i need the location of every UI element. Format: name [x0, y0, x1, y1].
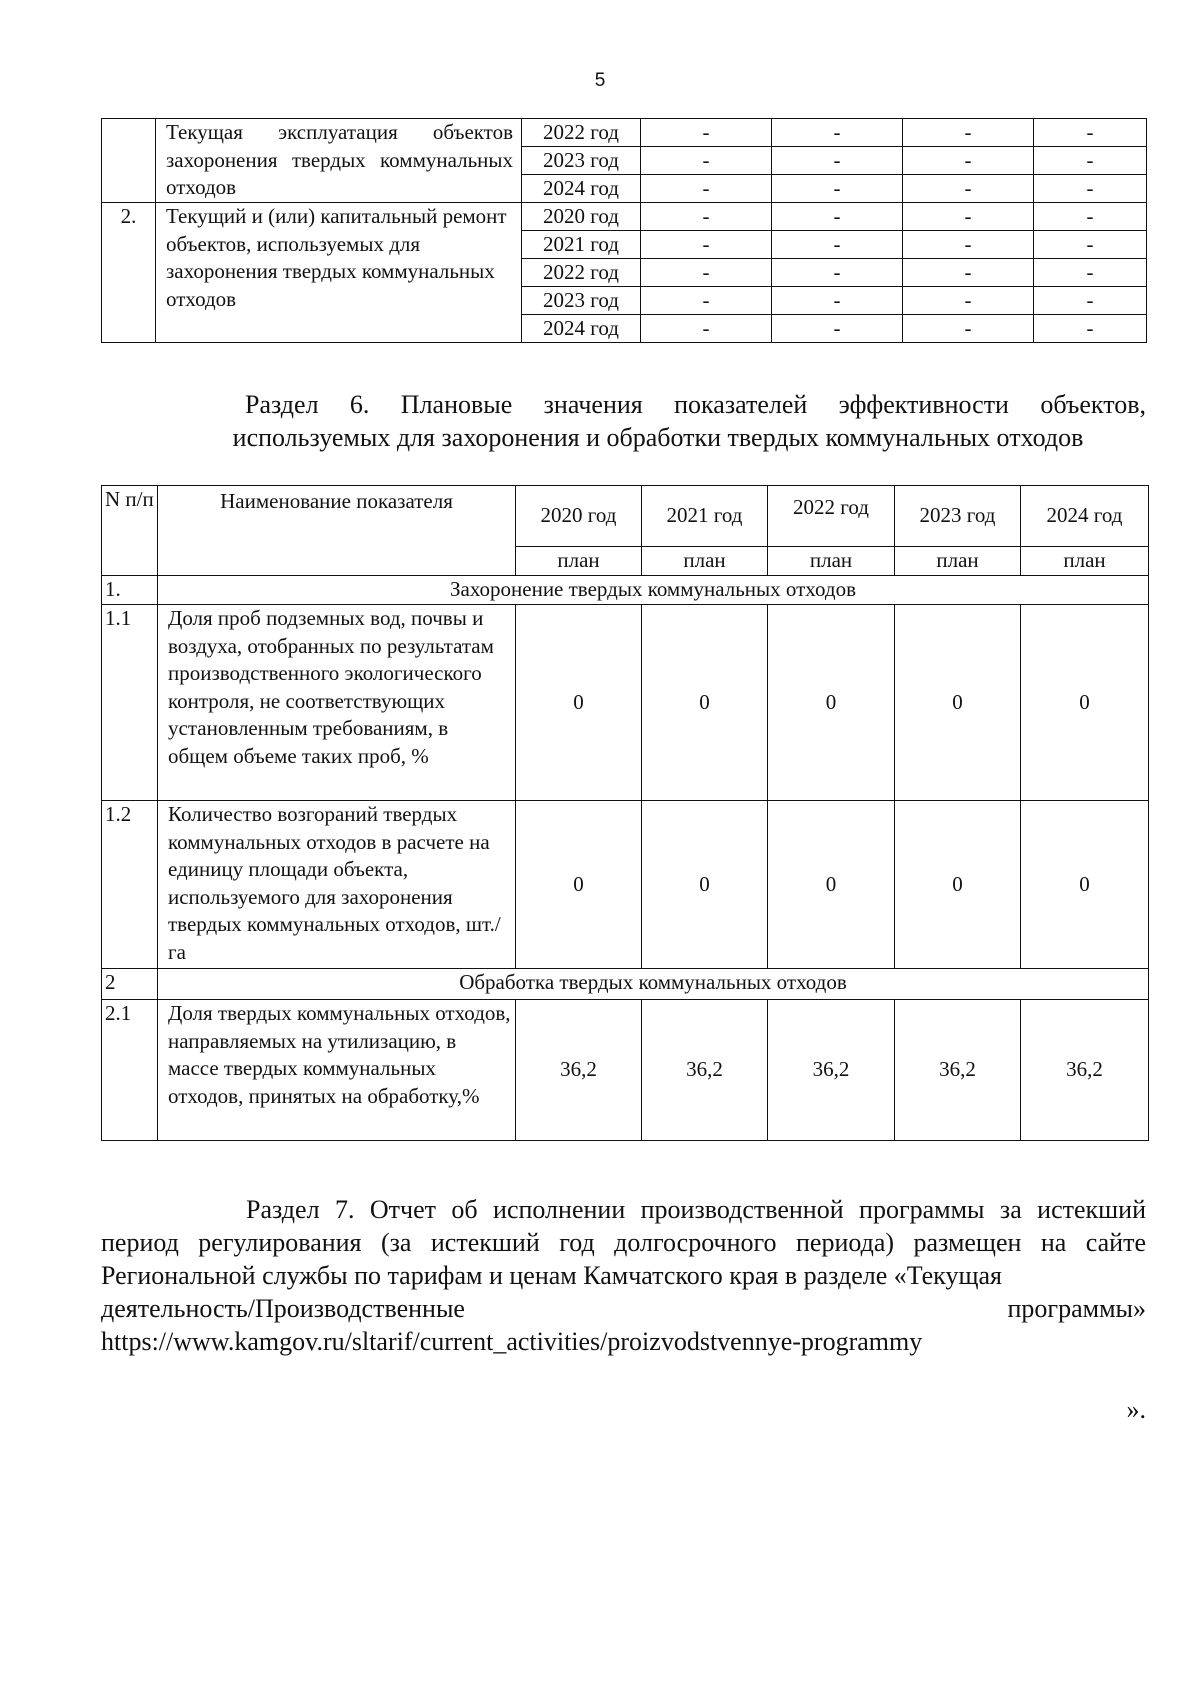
value-cell: -	[772, 231, 903, 259]
value-cell: -	[903, 259, 1034, 287]
section-6-line-2: используемых для захоронения и обработки твердых коммунальных отходов	[232, 423, 1084, 452]
closing-quote: ».	[1126, 1395, 1146, 1424]
group-row	[102, 969, 1149, 1000]
indicator-name: Количество возгораний твердых коммунальных отходов в расчете на единицу площади объекта, используемого для захоронения твердых коммунальных отходов, шт./га	[158, 801, 516, 969]
year-cell: 2022 год	[522, 119, 641, 147]
value-cell: -	[903, 315, 1034, 343]
section-7-paragraph: Раздел 7. Отчет об исполнении производственной программы за истекший период регулирования (за истекший год долгосрочного периода) размещен на сайте Региональной службы по тарифам и ценам Камчатского края в разделе «Текущая	[101, 1195, 1146, 1290]
year-cell: 2023 год	[522, 147, 641, 175]
header-year: 2024 год	[1021, 486, 1149, 547]
value-cell: -	[772, 119, 903, 147]
section-7-text	[101, 1193, 1146, 1358]
value-cell: -	[1034, 119, 1147, 147]
value-cell: -	[903, 287, 1034, 315]
plan-value: 36,2	[516, 1000, 642, 1141]
plan-value: 0	[895, 605, 1021, 801]
header-plan: план	[895, 547, 1021, 576]
value-cell: -	[903, 203, 1034, 231]
year-cell: 2024 год	[522, 315, 641, 343]
value-cell: -	[641, 231, 772, 259]
header-year: 2020 год	[516, 486, 642, 547]
header-year: 2023 год	[895, 486, 1021, 547]
value-cell: -	[641, 175, 772, 203]
value-cell: -	[772, 203, 903, 231]
indicator-name: Доля проб подземных вод, почвы и воздуха, отобранных по результатам производственного экологического контроля, не соответствующих установленным требованиям, в общем объеме таких проб, %	[158, 605, 516, 801]
plan-value: 0	[895, 801, 1021, 969]
plan-value: 0	[768, 605, 895, 801]
page-number: 5	[594, 70, 606, 91]
row-number: 2.	[102, 203, 156, 343]
value-cell: -	[772, 315, 903, 343]
value-cell: -	[641, 259, 772, 287]
value-cell: -	[1034, 315, 1147, 343]
value-cell: -	[772, 287, 903, 315]
value-cell: -	[772, 259, 903, 287]
year-cell: 2021 год	[522, 231, 641, 259]
section-7-line: деятельность/Производственные программы»	[101, 1294, 1146, 1323]
group-title: Захоронение твердых коммунальных отходов	[158, 576, 1149, 605]
item-number: 2.1	[102, 1000, 158, 1141]
value-cell: -	[641, 119, 772, 147]
section-6-line-1: Раздел 6. Плановые значения показателей эффективности объектов,	[245, 390, 1146, 419]
table-header-row	[102, 486, 1149, 547]
value-cell: -	[1034, 175, 1147, 203]
value-cell: -	[641, 147, 772, 175]
plan-value: 0	[516, 605, 642, 801]
header-plan: план	[642, 547, 768, 576]
year-cell: 2022 год	[522, 259, 641, 287]
value-cell: -	[641, 203, 772, 231]
value-cell: -	[772, 147, 903, 175]
work-name: Текущий и (или) капитальный ремонт объектов, используемых для захоронения твердых коммунальных отходов	[156, 203, 522, 343]
header-num: N п/п	[102, 486, 158, 576]
value-cell: -	[903, 147, 1034, 175]
value-cell: -	[772, 175, 903, 203]
group-row	[102, 576, 1149, 605]
section-6-heading	[170, 388, 1146, 454]
value-cell: -	[1034, 231, 1147, 259]
value-cell: -	[1034, 287, 1147, 315]
table-row	[102, 605, 1149, 801]
group-title: Обработка твердых коммунальных отходов	[158, 969, 1149, 1000]
header-plan: план	[516, 547, 642, 576]
header-year: 2021 год	[642, 486, 768, 547]
section-7-url[interactable]: https://www.kamgov.ru/sltarif/current_activities/proizvodstvennye-programmy	[101, 1327, 923, 1356]
plan-value: 0	[1021, 801, 1149, 969]
plan-value: 36,2	[1021, 1000, 1149, 1141]
table-row	[102, 1000, 1149, 1141]
table-continued-works	[101, 118, 1147, 343]
row-number	[102, 119, 156, 203]
value-cell: -	[1034, 147, 1147, 175]
year-cell: 2024 год	[522, 175, 641, 203]
plan-value: 0	[516, 801, 642, 969]
value-cell: -	[641, 287, 772, 315]
value-cell: -	[1034, 259, 1147, 287]
plan-value: 0	[642, 801, 768, 969]
plan-value: 36,2	[768, 1000, 895, 1141]
plan-value: 0	[642, 605, 768, 801]
table-row	[102, 203, 1147, 231]
table-row	[102, 119, 1147, 147]
header-plan: план	[768, 547, 895, 576]
value-cell: -	[903, 119, 1034, 147]
value-cell: -	[641, 315, 772, 343]
header-name: Наименование показателя	[158, 486, 516, 576]
value-cell: -	[903, 231, 1034, 259]
plan-value: 0	[1021, 605, 1149, 801]
table-efficiency-indicators	[101, 485, 1149, 1141]
item-number: 1.1	[102, 605, 158, 801]
header-plan: план	[1021, 547, 1149, 576]
plan-value: 36,2	[895, 1000, 1021, 1141]
header-year: 2022 год	[768, 486, 895, 547]
year-cell: 2023 год	[522, 287, 641, 315]
work-name: Текущая эксплуатация объектов захоронения твердых коммунальных отходов	[156, 119, 522, 203]
plan-value: 0	[768, 801, 895, 969]
plan-value: 36,2	[642, 1000, 768, 1141]
group-number: 2	[102, 969, 158, 1000]
year-cell: 2020 год	[522, 203, 641, 231]
table-row	[102, 801, 1149, 969]
item-number: 1.2	[102, 801, 158, 969]
value-cell: -	[903, 175, 1034, 203]
indicator-name: Доля твердых коммунальных отходов, направляемых на утилизацию, в массе твердых коммунальных отходов, принятых на обработку,%	[158, 1000, 516, 1141]
value-cell: -	[1034, 203, 1147, 231]
group-number: 1.	[102, 576, 158, 605]
